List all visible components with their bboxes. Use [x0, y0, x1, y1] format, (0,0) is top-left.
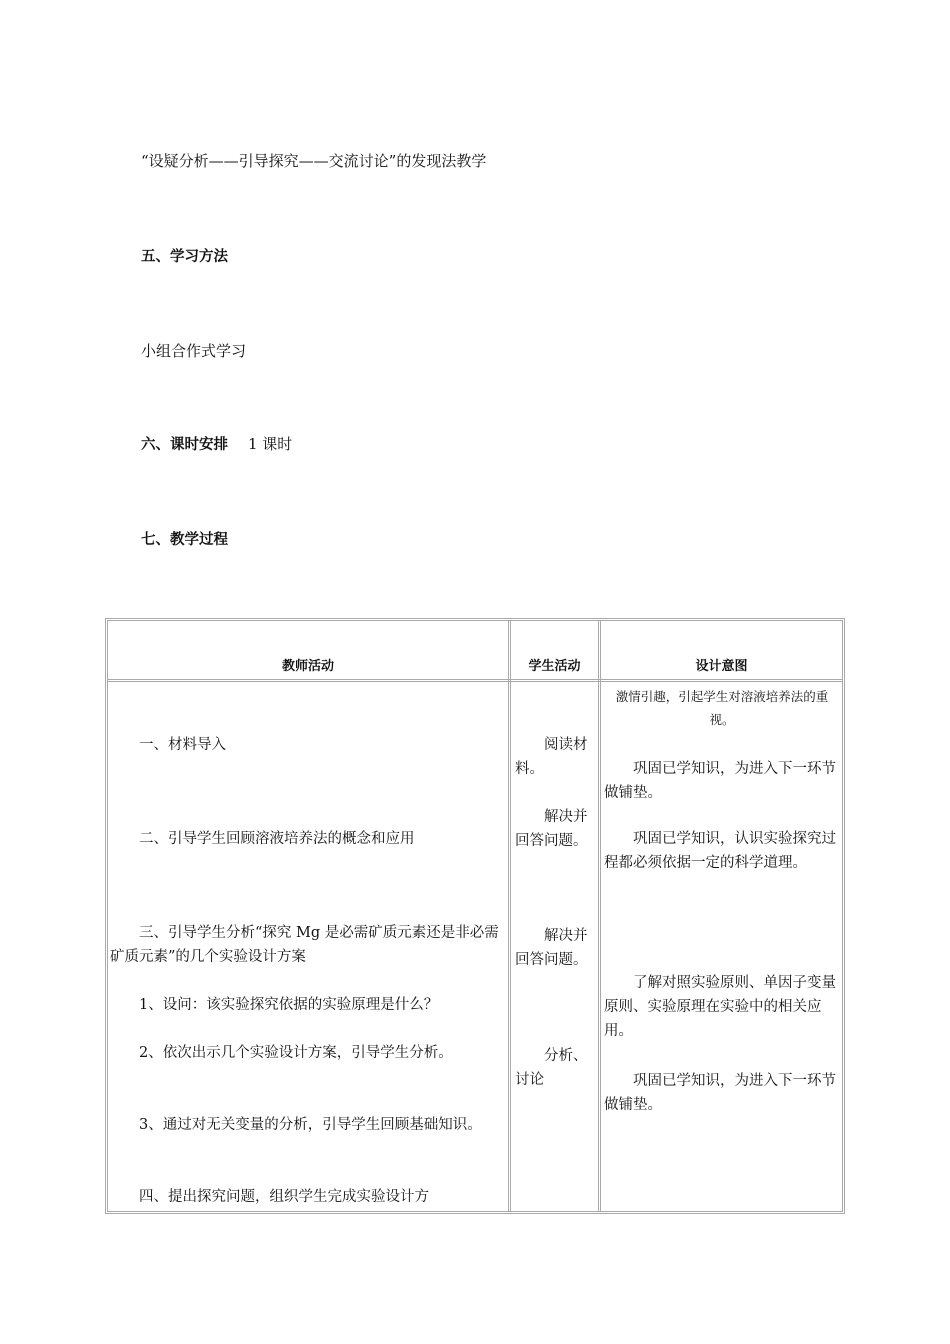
column-divider — [508, 621, 511, 1211]
teacher-item: 二、引导学生回顾溶液培养法的概念和应用 — [139, 831, 415, 847]
intent-item: 巩固已学知识，为进入下一环节做铺垫。 — [604, 1073, 836, 1113]
column-divider — [598, 621, 601, 1211]
student-item: 解决并回答问题。 — [515, 809, 588, 849]
intent-item: 激情引趣，引起学生对溶液培养法的重视。 — [615, 689, 829, 727]
teacher-item: 一、材料导入 — [139, 737, 226, 753]
schedule-hours: 1 课时 — [248, 435, 293, 453]
teaching-process-table — [105, 618, 845, 1214]
teacher-item: 3、通过对无关变量的分析，引导学生回顾基础知识。 — [139, 1117, 482, 1133]
intent-item: 巩固已学知识，为进入下一环节做铺垫。 — [604, 761, 836, 801]
header-divider — [108, 679, 842, 682]
header-student-activity: 学生活动 — [528, 659, 581, 674]
header-design-intent: 设计意图 — [695, 659, 748, 674]
teacher-item: 2、依次出示几个实验设计方案，引导学生分析。 — [139, 1045, 453, 1061]
learning-method-text: 小组合作式学习 — [141, 342, 247, 360]
intent-item: 巩固已学知识，认识实验探究过程都必须依据一定的科学道理。 — [604, 831, 836, 871]
intent-item: 了解对照实验原则、单因子变量原则、实验原理在实验中的相关应用。 — [604, 975, 836, 1039]
section-heading-learning-method: 五、学习方法 — [141, 249, 228, 265]
section-heading-schedule — [141, 433, 292, 454]
header-teacher-activity: 教师活动 — [281, 659, 334, 674]
student-item: 分析、讨论 — [515, 1048, 588, 1088]
teacher-item: 四、提出探究问题，组织学生完成实验设计方 — [139, 1189, 429, 1205]
teacher-item: 三、引导学生分析“探究 Mg 是必需矿质元素还是非必需矿质元素”的几个实验设计方案 — [110, 925, 499, 965]
schedule-label: 六、课时安排 — [141, 437, 228, 453]
teacher-item: 1、设问：该实验探究依据的实验原理是什么？ — [139, 997, 439, 1013]
section-heading-teaching-process: 七、教学过程 — [141, 532, 228, 548]
method-text: “设疑分析——引导探究——交流讨论”的发现法教学 — [141, 152, 487, 170]
student-item: 解决并回答问题。 — [515, 928, 588, 968]
student-item: 阅读材料。 — [515, 737, 588, 777]
